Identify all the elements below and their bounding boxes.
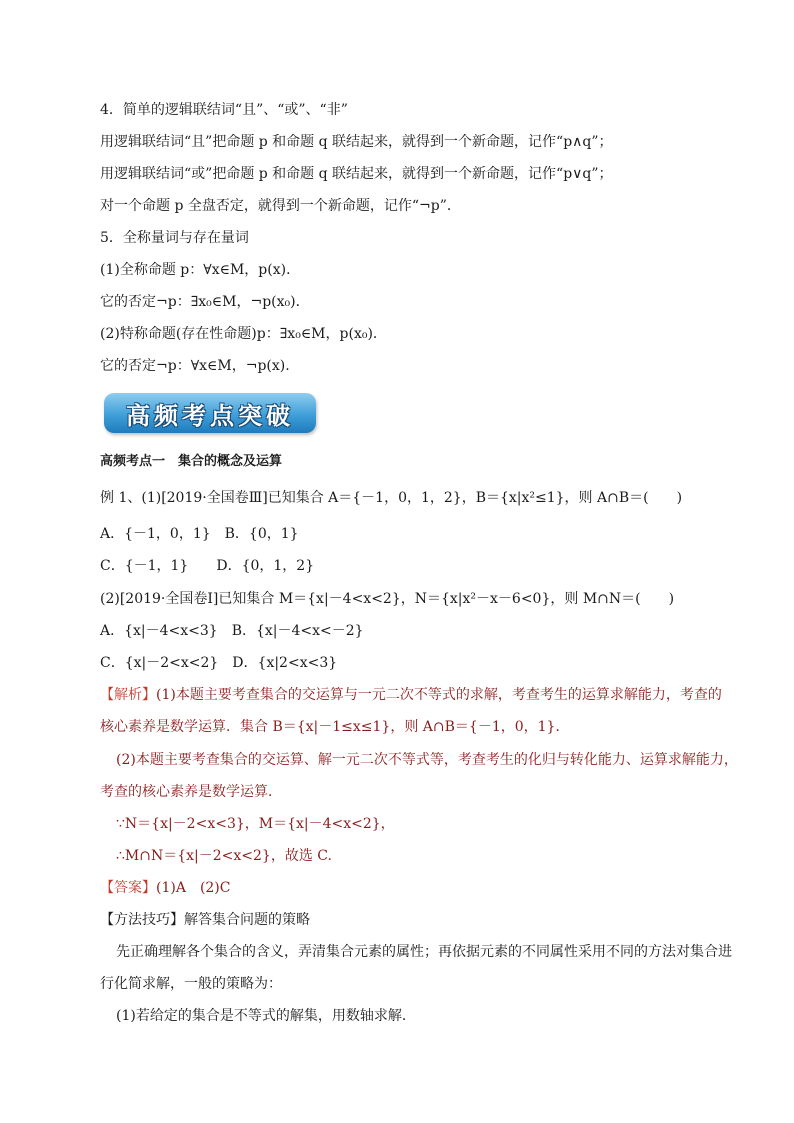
section5-line2: 它的否定¬p：∃x₀∈M，¬p(x₀)． — [100, 294, 310, 310]
example1-q2-options-cd: C．{x|－2<x<2} D．{x|2<x<3} — [100, 655, 338, 671]
banner-text: 高频考点突破 — [126, 401, 294, 430]
analysis-p2-line3: ∵N＝{x|－2<x<3}，M＝{x|－4<x<2}， — [116, 816, 395, 832]
section4-line3: 对一个命题 p 全盘否定，就得到一个新命题，记作“¬p”． — [100, 198, 461, 214]
method-title: 【方法技巧】解答集合问题的策略 — [100, 912, 310, 928]
section5-title: 5．全称量词与存在量词 — [100, 230, 249, 246]
method-line1: 先正确理解各个集合的含义，弄清集合元素的属性；再依据元素的不同属性采用不同的方法对集合进 — [116, 944, 732, 960]
section5-line3: (2)特称命题(存在性命题)p：∃x₀∈M，p(x₀)． — [100, 326, 387, 342]
answer-line — [100, 879, 230, 897]
method-line3: (1)若给定的集合是不等式的解集，用数轴求解． — [116, 1008, 416, 1024]
analysis-label: 【解析】 — [100, 687, 156, 703]
topic-title: 高频考点一 集合的概念及运算 — [100, 454, 283, 469]
analysis-p1-line2: 核心素养是数学运算．集合 B＝{x|－1≤x≤1}，则 A∩B＝{－1，0，1}． — [100, 719, 570, 735]
example1-q1-options-cd: C．{－1，1} D．{0，1，2} — [100, 558, 315, 574]
example1-q1: 例 1、(1)[2019·全国卷Ⅲ]已知集合 A＝{－1，0，1，2}，B＝{x|x²≤1}，则 A∩B＝( ) — [100, 490, 683, 506]
section4-line2: 用逻辑联结词“或”把命题 p 和命题 q 联结起来，就得到一个新命题，记作“p∨q”； — [100, 166, 613, 182]
answer-text: (1)A (2)C — [156, 880, 231, 896]
section4-line1: 用逻辑联结词“且”把命题 p 和命题 q 联结起来，就得到一个新命题，记作“p∧q”； — [100, 134, 613, 150]
example1-q2-options-ab: A．{x|－4<x<3} B．{x|－4<x<－2} — [100, 623, 364, 639]
example1-q2: (2)[2019·全国卷Ⅰ]已知集合 M＝{x|－4<x<2}，N＝{x|x²－x－6<0}，则 M∩N＝( ) — [100, 591, 675, 607]
analysis-p2-line1: (2)本题主要考查集合的交运算、解一元二次不等式等，考查考生的化归与转化能力、运算求解能力， — [116, 752, 738, 768]
section5-line1: (1)全称命题 p：∀x∈M，p(x)． — [100, 262, 301, 278]
section4-title: 4．简单的逻辑联结词“且”、“或”、“非” — [100, 102, 348, 118]
section-banner — [104, 393, 316, 433]
example1-q1-options-ab: A．{－1，0，1} B．{0，1} — [100, 526, 299, 542]
method-line2: 行化简求解，一般的策略为： — [100, 976, 282, 992]
section5-line4: 它的否定¬p：∀x∈M，¬p(x). — [100, 358, 290, 374]
analysis-p1-line1 — [100, 686, 722, 704]
analysis-p1-text: (1)本题主要考查集合的交运算与一元二次不等式的求解，考查考生的运算求解能力，考查的 — [156, 687, 722, 703]
answer-label: 【答案】 — [100, 880, 156, 896]
analysis-p2-line2: 考查的核心素养是数学运算． — [100, 784, 282, 800]
analysis-p2-line4: ∴M∩N＝{x|－2<x<2}，故选 C. — [116, 848, 332, 864]
